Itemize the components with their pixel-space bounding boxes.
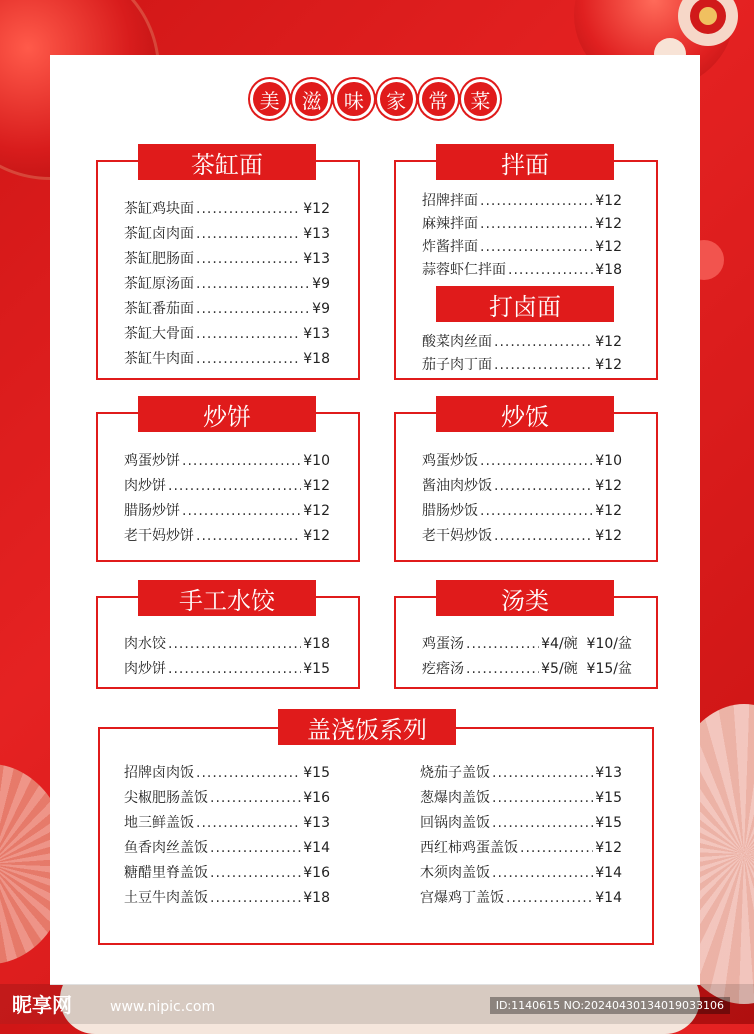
menu-item: 土豆牛肉盖饭 ..... ¥18	[124, 887, 330, 907]
menu-item: 酸菜肉丝面 ..... ¥12	[422, 331, 622, 351]
menu-item: 茶缸原汤面 ..... ¥9	[124, 273, 330, 293]
menu-item: 招牌拌面 ..... ¥12	[422, 190, 622, 210]
menu-item: 烧茄子盖饭 ..... ¥13	[420, 762, 622, 782]
menu-card	[50, 55, 700, 985]
menu-item: 茄子肉丁面 ..... ¥12	[422, 354, 622, 374]
menu-item: 鸡蛋炒饭 ..... ¥10	[422, 450, 622, 470]
title-char: 菜	[461, 79, 500, 119]
section-title-shuijiao: 手工水饺	[138, 580, 316, 616]
menu-item: 肉炒饼 ..... ¥15	[124, 658, 330, 678]
menu-item: 鸡蛋汤 ..... ¥4/碗 ¥10/盆	[422, 633, 632, 653]
menu-item: 肉炒饼 ..... ¥12	[124, 475, 330, 495]
section-title-chagang: 茶缸面	[138, 144, 316, 180]
menu-item: 糖醋里脊盖饭 ..... ¥16	[124, 862, 330, 882]
menu-item: 茶缸卤肉面 ..... ¥13	[124, 223, 330, 243]
menu-item: 茶缸番茄面 ..... ¥9	[124, 298, 330, 318]
menu-item: 茶缸鸡块面 ..... ¥12	[124, 198, 330, 218]
watermark-id: ID:1140615 NO:20240430134019033106	[490, 997, 730, 1014]
section-title-chaobing: 炒饼	[138, 396, 316, 432]
section-title-tang: 汤类	[436, 580, 614, 616]
menu-item: 地三鲜盖饭 ..... ¥13	[124, 812, 330, 832]
menu-item: 招牌卤肉饭 ..... ¥15	[124, 762, 330, 782]
menu-item: 鱼香肉丝盖饭 ..... ¥14	[124, 837, 330, 857]
section-title-banmian: 拌面	[436, 144, 614, 180]
menu-item: 尖椒肥肠盖饭 ..... ¥16	[124, 787, 330, 807]
menu-item: 老干妈炒饭 ..... ¥12	[422, 525, 622, 545]
menu-item: 茶缸大骨面 ..... ¥13	[124, 323, 330, 343]
menu-item: 炸酱拌面 ..... ¥12	[422, 236, 622, 256]
menu-item: 腊肠炒饭 ..... ¥12	[422, 500, 622, 520]
menu-item: 西红柿鸡蛋盖饭 ..... ¥12	[420, 837, 622, 857]
title-char: 常	[419, 79, 458, 119]
section-gaifan	[98, 727, 654, 945]
menu-item: 茶缸肥肠面 ..... ¥13	[124, 248, 330, 268]
title-char: 滋	[292, 79, 331, 119]
menu-item: 茶缸牛肉面 ..... ¥18	[124, 348, 330, 368]
watermark-bar	[0, 984, 754, 1024]
watermark-logo: 昵享网	[12, 993, 72, 1017]
title-char: 美	[250, 79, 289, 119]
title-char: 家	[377, 79, 416, 119]
menu-item: 肉水饺 ..... ¥18	[124, 633, 330, 653]
title-char: 味	[334, 79, 373, 119]
menu-item: 麻辣拌面 ..... ¥12	[422, 213, 622, 233]
menu-item: 蒜蓉虾仁拌面 ..... ¥18	[422, 259, 622, 279]
menu-item: 宫爆鸡丁盖饭 ..... ¥14	[420, 887, 622, 907]
section-chagang	[96, 160, 360, 380]
menu-item: 木须肉盖饭 ..... ¥14	[420, 862, 622, 882]
menu-title	[250, 73, 500, 123]
menu-item: 酱油肉炒饭 ..... ¥12	[422, 475, 622, 495]
section-title-dalu: 打卤面	[436, 286, 614, 322]
menu-item: 疙瘩汤 ..... ¥5/碗 ¥15/盆	[422, 658, 632, 678]
watermark-url: www.nipic.com	[110, 999, 216, 1015]
menu-item: 腊肠炒饼 ..... ¥12	[124, 500, 330, 520]
menu-item: 鸡蛋炒饼 ..... ¥10	[124, 450, 330, 470]
menu-item: 回锅肉盖饭 ..... ¥15	[420, 812, 622, 832]
section-title-chaofan: 炒饭	[436, 396, 614, 432]
menu-item: 老干妈炒饼 ..... ¥12	[124, 525, 330, 545]
menu-item: 葱爆肉盖饭 ..... ¥15	[420, 787, 622, 807]
section-title-gaifan: 盖浇饭系列	[278, 709, 456, 745]
